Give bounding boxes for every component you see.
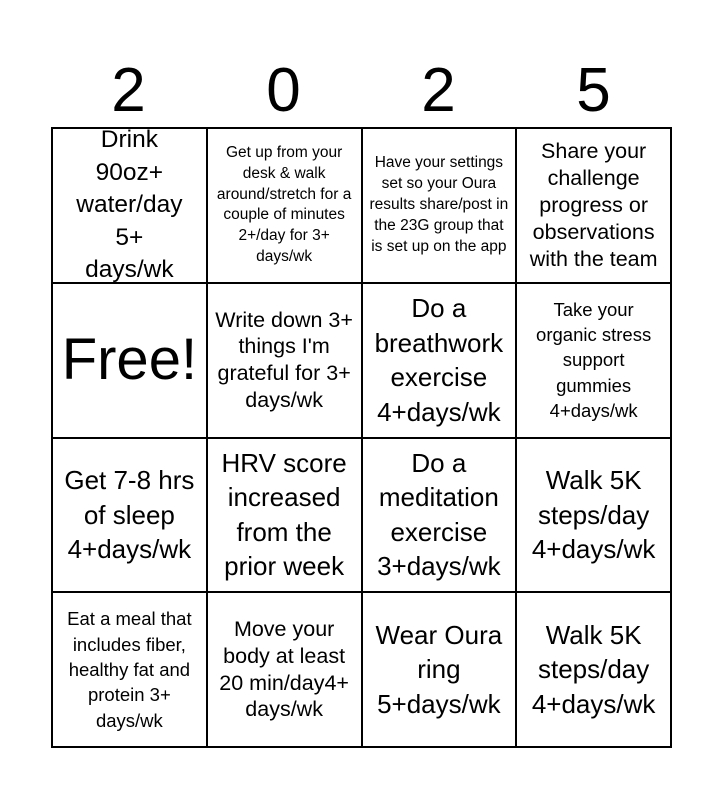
cell-text: Take your organic stress support gummies 4+days/wk	[536, 298, 652, 422]
bingo-cell[interactable]	[517, 284, 672, 439]
bingo-header	[51, 54, 671, 128]
cell-text: Move your body at least 20 min/day4+ days/wk	[219, 617, 349, 722]
bingo-cell[interactable]	[517, 129, 672, 284]
free-space-text: Free!	[61, 327, 198, 393]
bingo-cell[interactable]	[208, 284, 363, 439]
bingo-cell[interactable]	[53, 129, 208, 284]
bingo-cell[interactable]	[517, 593, 672, 748]
bingo-cell[interactable]	[363, 439, 518, 594]
bingo-cell[interactable]	[363, 593, 518, 748]
cell-text: Wear Oura ring 5+days/wk	[375, 619, 503, 719]
bingo-cell[interactable]	[208, 593, 363, 748]
bingo-cell-free[interactable]	[53, 284, 208, 439]
cell-text: Do a breathwork exercise 4+days/wk	[374, 293, 504, 427]
cell-text: Eat a meal that includes fiber, healthy fat and protein 3+ days/wk	[67, 608, 192, 731]
bingo-cell[interactable]	[208, 129, 363, 284]
bingo-cell[interactable]	[208, 439, 363, 594]
cell-text: HRV score increased from the prior week	[221, 447, 347, 582]
cell-text: Share your challenge progress or observations with the team	[529, 139, 658, 271]
header-letter: 5	[576, 56, 611, 125]
cell-text: Have your settings set so your Oura results share/post in the 23G group that is set up on the app	[369, 154, 509, 255]
header-letter: 2	[421, 56, 456, 125]
cell-text: Drink 90oz+ water/day 5+ days/wk	[76, 129, 183, 284]
cell-text: Do a meditation exercise 3+days/wk	[377, 447, 501, 582]
bingo-cell[interactable]	[363, 284, 518, 439]
bingo-cell[interactable]	[363, 129, 518, 284]
cell-text: Get up from your desk & walk around/stretch for a couple of minutes 2+/day for 3+ days/wk	[216, 143, 352, 265]
cell-text: Write down 3+ things I'm grateful for 3+ days/wk	[215, 307, 353, 412]
bingo-cell[interactable]	[53, 593, 208, 748]
cell-text: Get 7-8 hrs of sleep 4+days/wk	[64, 465, 195, 565]
header-letter: 2	[111, 56, 146, 125]
bingo-cell[interactable]	[517, 439, 672, 594]
bingo-board	[51, 127, 672, 748]
cell-text: Walk 5K steps/day 4+days/wk	[531, 465, 656, 565]
bingo-cell[interactable]	[53, 439, 208, 594]
header-letter: 0	[266, 56, 301, 125]
cell-text: Walk 5K steps/day 4+days/wk	[531, 619, 656, 719]
